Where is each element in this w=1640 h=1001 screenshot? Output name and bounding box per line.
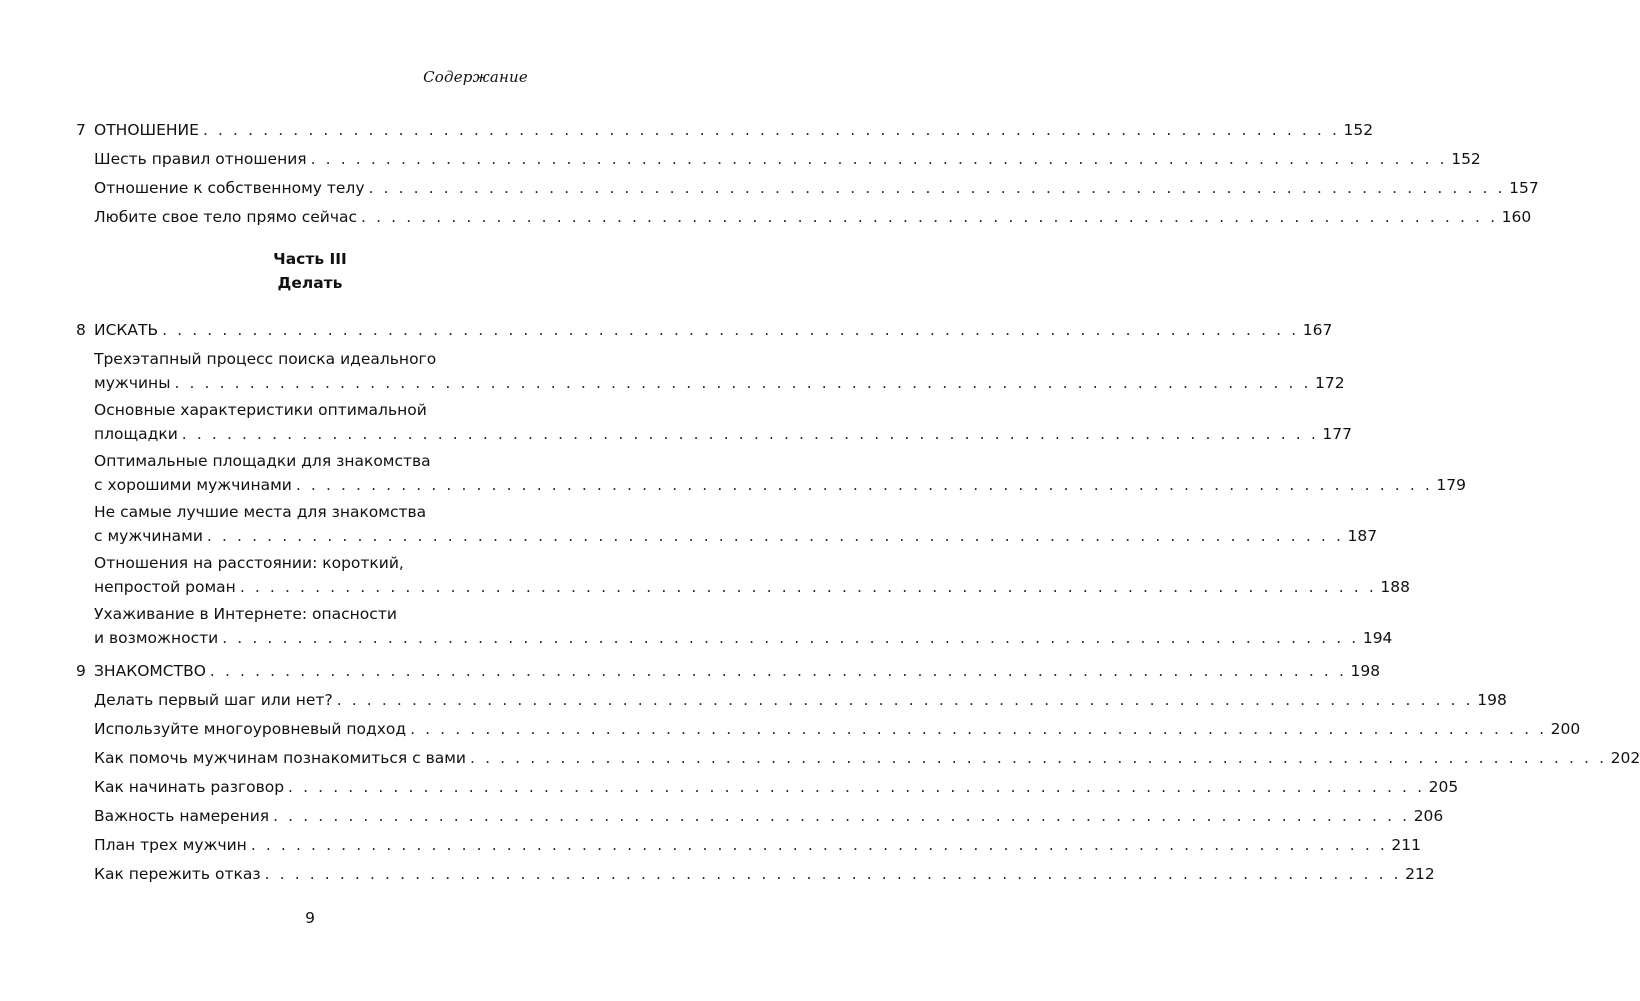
- dot-leader: . . . . . . . . . . . . . . . . . . . . . . . . . . . . . . . . . . . . . . . . . . . . . . . . . . . . . . . . . . . . . . . . . . . . . . . . . . . .: [206, 527, 1344, 545]
- toc-chapter-entry: [76, 118, 1374, 142]
- page-number: 157: [1509, 179, 1539, 197]
- subentry-title-line-2: непростой роман: [94, 578, 236, 596]
- toc-subentry: [94, 602, 1393, 650]
- chapter-title: ЗНАКОМСТВО: [94, 662, 206, 680]
- part-label: Часть III: [273, 250, 347, 268]
- toc-subentry: [94, 775, 1459, 799]
- subentry-title-line-1: Не самые лучшие места для знакомства: [94, 503, 427, 521]
- subentry-title-line-1: Основные характеристики оптимальной: [94, 401, 427, 419]
- toc-subentry: [94, 176, 1539, 200]
- dot-leader: . . . . . . . . . . . . . . . . . . . . . . . . . . . . . . . . . . . . . . . . . . . . . . . . . . . . . . . . . . . . . . . . . . . . . . . . . . . .: [470, 749, 1607, 767]
- chapter-number: 9: [76, 662, 86, 680]
- page-number: 198: [1477, 691, 1507, 709]
- subentry-title-line-2: мужчины: [94, 374, 171, 392]
- dot-leader: . . . . . . . . . . . . . . . . . . . . . . . . . . . . . . . . . . . . . . . . . . . . . . . . . . . . . . . . . . . . . . . . . . . . . . . . . . . .: [264, 865, 1402, 883]
- dot-leader: . . . . . . . . . . . . . . . . . . . . . . . . . . . . . . . . . . . . . . . . . . . . . . . . . . . . . . . . . . . . . . . . . . . . . . . . . . . .: [181, 425, 1319, 443]
- chapter-number: 8: [76, 321, 86, 339]
- page-number: 206: [1413, 807, 1444, 825]
- toc-subentry: [94, 347, 1345, 395]
- page-number: 172: [1315, 374, 1345, 392]
- dot-leader: . . . . . . . . . . . . . . . . . . . . . . . . . . . . . . . . . . . . . . . . . . . . . . . . . . . . . . . . . . . . . . . . . . . . . . . . . . . .: [295, 476, 1433, 494]
- page-number: 194: [1362, 629, 1393, 647]
- dot-leader: . . . . . . . . . . . . . . . . . . . . . . . . . . . . . . . . . . . . . . . . . . . . . . . . . . . . . . . . . . . . . . . . . . . . . . . . . . . .: [361, 208, 1498, 226]
- dot-leader: . . . . . . . . . . . . . . . . . . . . . . . . . . . . . . . . . . . . . . . . . . . . . . . . . . . . . . . . . . . . . . . . . . . . . . . . . . . .: [336, 691, 1474, 709]
- page-number: 202: [1610, 749, 1640, 767]
- page-number: 198: [1350, 662, 1381, 680]
- toc-section-chapter-7: [76, 118, 1539, 229]
- subentry-title-line-2: с хорошими мужчинами: [94, 476, 292, 494]
- subentry-title-line-2: и возможности: [94, 629, 219, 647]
- toc-subentry: [94, 746, 1640, 770]
- subentry-title: Как помочь мужчинам познакомиться с вами: [94, 749, 467, 767]
- toc-subentry: [94, 398, 1352, 446]
- page-number: 188: [1380, 578, 1410, 596]
- toc-subentry: [94, 833, 1421, 857]
- dot-leader: . . . . . . . . . . . . . . . . . . . . . . . . . . . . . . . . . . . . . . . . . . . . . . . . . . . . . . . . . . . . . . . . . . . . . . . . . . . .: [202, 121, 1340, 139]
- chapter-title: ОТНОШЕНИЕ: [94, 121, 199, 139]
- page-number: 177: [1322, 425, 1352, 443]
- subentry-title-line-2: с мужчинами: [94, 527, 203, 545]
- subentry-title-line-2: площадки: [94, 425, 178, 443]
- page-number: 211: [1391, 836, 1421, 854]
- part-title: Делать: [277, 274, 343, 292]
- toc-subentry: [94, 688, 1507, 712]
- dot-leader: . . . . . . . . . . . . . . . . . . . . . . . . . . . . . . . . . . . . . . . . . . . . . . . . . . . . . . . . . . . . . . . . . . . . . . . . . . . .: [410, 720, 1547, 738]
- subentry-title: Делать первый шаг или нет?: [94, 691, 333, 709]
- subentry-title: План трех мужчин: [94, 836, 247, 854]
- page-number: 152: [1451, 150, 1481, 168]
- toc-subentry: [94, 500, 1378, 548]
- toc-chapter-entry: [76, 659, 1381, 683]
- toc-subentry: [94, 205, 1532, 229]
- subentry-title: Шесть правил отношения: [94, 150, 307, 168]
- toc-subentry: [94, 551, 1410, 599]
- chapter-number: 7: [76, 121, 86, 139]
- dot-leader: . . . . . . . . . . . . . . . . . . . . . . . . . . . . . . . . . . . . . . . . . . . . . . . . . . . . . . . . . . . . . . . . . . . . . . . . . . . .: [209, 662, 1347, 680]
- subentry-title: Важность намерения: [94, 807, 270, 825]
- page-number: 167: [1302, 321, 1333, 339]
- subentry-title-line-1: Ухаживание в Интернете: опасности: [94, 605, 397, 623]
- dot-leader: . . . . . . . . . . . . . . . . . . . . . . . . . . . . . . . . . . . . . . . . . . . . . . . . . . . . . . . . . . . . . . . . . . . . . . . . . . . .: [222, 629, 1359, 647]
- dot-leader: . . . . . . . . . . . . . . . . . . . . . . . . . . . . . . . . . . . . . . . . . . . . . . . . . . . . . . . . . . . . . . . . . . . . . . . . . . . .: [368, 179, 1506, 197]
- toc-section-chapter-9: [76, 659, 1640, 886]
- subentry-title-line-1: Оптимальные площадки для знакомства: [94, 452, 431, 470]
- subentry-title-line-1: Отношения на расстоянии: короткий,: [94, 554, 404, 572]
- toc-subentry: [94, 804, 1444, 828]
- dot-leader: . . . . . . . . . . . . . . . . . . . . . . . . . . . . . . . . . . . . . . . . . . . . . . . . . . . . . . . . . . . . . . . . . . . . . . . . . . . .: [288, 778, 1425, 796]
- page-number: 160: [1501, 208, 1532, 226]
- chapter-title: ИСКАТЬ: [94, 321, 159, 339]
- page-number: 179: [1436, 476, 1467, 494]
- toc-subentry: [94, 147, 1481, 171]
- dot-leader: . . . . . . . . . . . . . . . . . . . . . . . . . . . . . . . . . . . . . . . . . . . . . . . . . . . . . . . . . . . . . . . . . . . . . . . . . . . .: [162, 321, 1299, 339]
- subentry-title-line-1: Трехэтапный процесс поиска идеального: [94, 350, 437, 368]
- subentry-title: Как пережить отказ: [94, 865, 261, 883]
- subentry-title: Используйте многоуровневый подход: [94, 720, 407, 738]
- dot-leader: . . . . . . . . . . . . . . . . . . . . . . . . . . . . . . . . . . . . . . . . . . . . . . . . . . . . . . . . . . . . . . . . . . . . . . . . . . . .: [174, 374, 1312, 392]
- toc-subentry: [94, 862, 1435, 886]
- page-folio-number: 9: [305, 909, 315, 927]
- toc-section-chapter-8: [76, 318, 1467, 650]
- dot-leader: . . . . . . . . . . . . . . . . . . . . . . . . . . . . . . . . . . . . . . . . . . . . . . . . . . . . . . . . . . . . . . . . . . . . . . . . . . . .: [239, 578, 1377, 596]
- page-number: 212: [1405, 865, 1435, 883]
- page-number: 200: [1550, 720, 1581, 738]
- subentry-title: Любите свое тело прямо сейчас: [94, 208, 358, 226]
- page-number: 205: [1428, 778, 1459, 796]
- subentry-title: Как начинать разговор: [94, 778, 285, 796]
- running-head: Содержание: [423, 68, 528, 86]
- dot-leader: . . . . . . . . . . . . . . . . . . . . . . . . . . . . . . . . . . . . . . . . . . . . . . . . . . . . . . . . . . . . . . . . . . . . . . . . . . . .: [273, 807, 1410, 825]
- dot-leader: . . . . . . . . . . . . . . . . . . . . . . . . . . . . . . . . . . . . . . . . . . . . . . . . . . . . . . . . . . . . . . . . . . . . . . . . . . . .: [250, 836, 1388, 854]
- toc-subentry: [94, 449, 1467, 497]
- page-number: 152: [1343, 121, 1374, 139]
- toc-subentry: [94, 717, 1581, 741]
- subentry-title: Отношение к собственному телу: [94, 179, 365, 197]
- page-number: 187: [1347, 527, 1378, 545]
- toc-chapter-entry: [76, 318, 1333, 342]
- dot-leader: . . . . . . . . . . . . . . . . . . . . . . . . . . . . . . . . . . . . . . . . . . . . . . . . . . . . . . . . . . . . . . . . . . . . . . . . . . . .: [310, 150, 1448, 168]
